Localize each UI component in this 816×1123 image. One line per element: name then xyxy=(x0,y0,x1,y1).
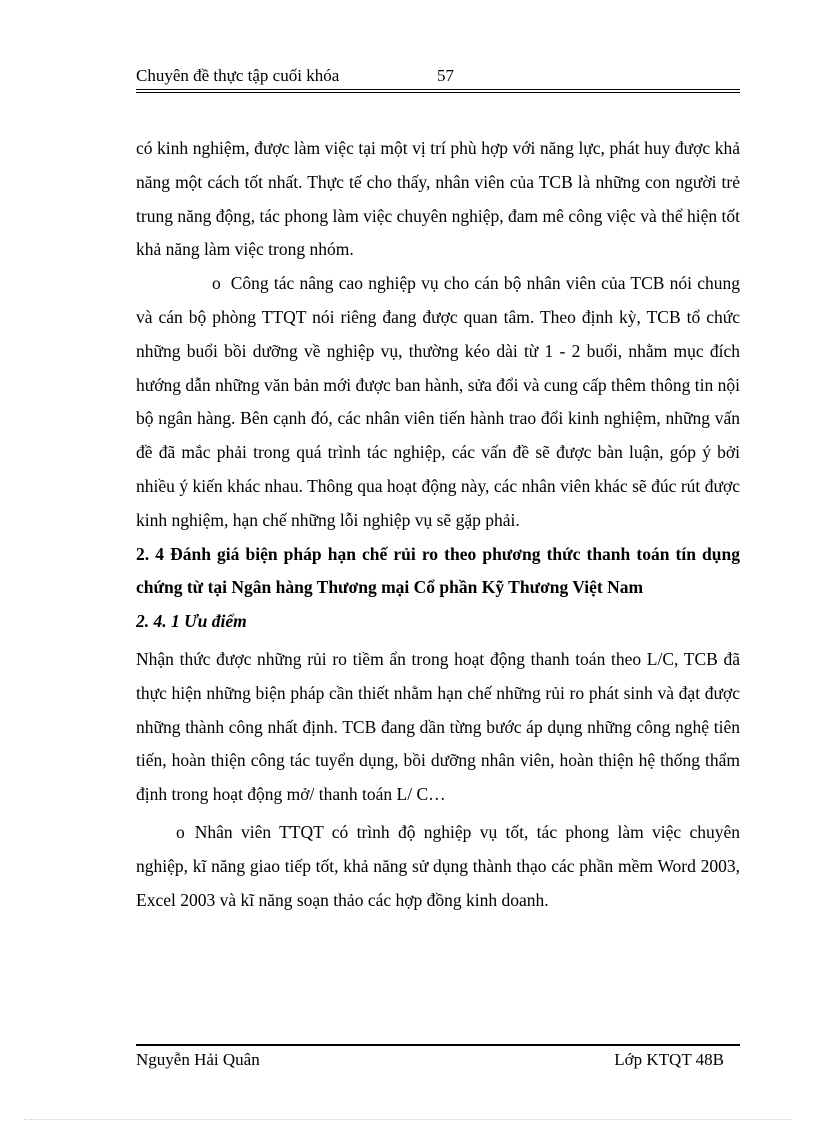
section-heading: 2. 4 Đánh giá biện pháp hạn chế rủi ro theo phương thức thanh toán tín dụng chứng từ tại Ngân hàng Thương mại Cổ phần Kỹ Thương Việt Nam xyxy=(136,543,740,598)
page-number: 57 xyxy=(437,66,454,85)
paragraph-staff-experience: có kinh nghiệm, được làm việc tại một vị trí phù hợp với năng lực, phát huy được khả năng một cách tốt nhất. Thực tế cho thấy, nhân viên của TCB là những con người trẻ trung năng động, tác phong làm việc chuyên nghiệp, đam mê công việc và thể hiện tốt khả năng làm việc trong nhóm. xyxy=(136,138,740,260)
subsection-heading: 2. 4. 1 Ưu điểm xyxy=(136,611,247,632)
footer-class: Lớp KTQT 48B xyxy=(614,1050,724,1069)
paragraph-training-text: Công tác nâng cao nghiệp vụ cho cán bộ nhân viên của TCB nói chung và cán bộ phòng TTQT nói riêng đang được quan tâm. Theo định kỳ, TCB tổ chức những buổi bồi dưỡng về nghiệp vụ, thường kéo dài từ 1 - 2 buổi, nhằm mục đích hướng dẫn những văn bản mới được ban hành, sửa đổi và cung cấp thêm thông tin nội bộ ngân hàng. Bên cạnh đó, các nhân viên tiến hành trao đổi kinh nghiệm, những vấn đề đã mắc phải trong quá trình tác nghiệp, các vấn đề sẽ được bàn luận, góp ý bởi nhiều ý kiến khác nhau. Thông qua hoạt động này, các nhân viên khác sẽ đúc rút được kinh nghiệm, hạn chế những lỗi nghiệp vụ sẽ gặp phải. xyxy=(136,273,740,530)
bullet-circle-icon: o xyxy=(176,821,185,842)
page-footer xyxy=(136,1050,740,1074)
footer-author: Nguyễn Hải Quân xyxy=(136,1050,260,1069)
header-rule-bottom xyxy=(136,92,740,93)
paragraph-advantages: Nhận thức được những rủi ro tiềm ẩn trong hoạt động thanh toán theo L/C, TCB đã thực hiện những biện pháp cần thiết nhằm hạn chế những rủi ro phát sinh và đạt được những thành công nhất định. TCB đang dần từng bước áp dụng những công nghệ tiên tiến, hoàn thiện công tác tuyển dụng, bồi dưỡng nhân viên, hoàn thiện hệ thống thẩm định trong hoạt động mở/ thanh toán L/ C… xyxy=(136,648,740,805)
paragraph-staff-skills-text: Nhân viên TTQT có trình độ nghiệp vụ tốt, tác phong làm việc chuyên nghiệp, kĩ năng giao tiếp tốt, khả năng sử dụng thành thạo các phần mềm Word 2003, Excel 2003 và kĩ năng soạn thảo các hợp đồng kinh doanh. xyxy=(136,821,740,910)
header-rule-top xyxy=(136,89,740,90)
page-edge-divider xyxy=(24,1119,792,1120)
bullet-paragraph-staff-skills xyxy=(136,816,740,917)
footer-rule xyxy=(136,1044,740,1046)
document-title: Chuyên đề thực tập cuối khóa xyxy=(136,66,340,85)
page-header xyxy=(136,66,740,88)
bullet-circle-icon: o xyxy=(212,273,221,294)
bullet-paragraph-training xyxy=(136,267,740,537)
page-body xyxy=(136,132,740,917)
